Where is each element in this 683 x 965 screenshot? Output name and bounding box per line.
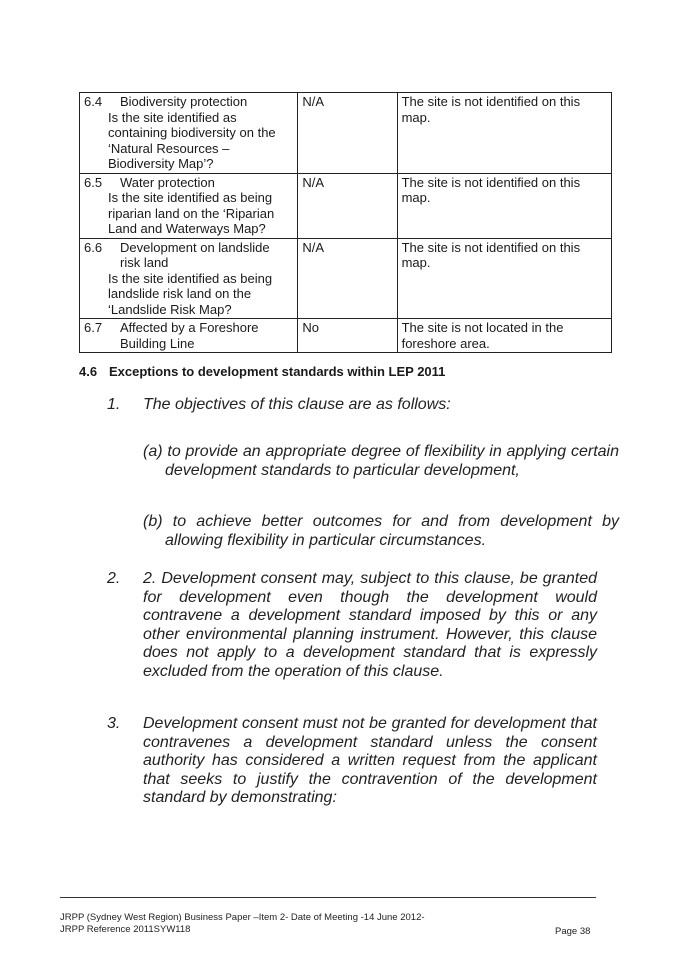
clause-number: 6.6 — [84, 239, 103, 255]
footer-meeting-line: JRPP (Sydney West Region) Business Paper –Item 2- Date of Meeting -14 June 2012- — [60, 912, 425, 923]
footer-reference: JRPP Reference 2011SYW118 — [60, 924, 191, 935]
clause-number: 6.5 — [84, 174, 103, 190]
compliance-value: No — [298, 319, 397, 353]
comment-cell: The site is not located in the foreshore area. — [397, 319, 611, 353]
clause-cell — [80, 173, 298, 238]
section-number: 4.6 — [79, 364, 98, 379]
paragraph-number: 3. — [107, 715, 121, 732]
page-number: Page 38 — [555, 926, 591, 937]
clause-number: 6.7 — [84, 320, 103, 335]
table-row — [80, 93, 612, 174]
section-heading — [79, 364, 445, 379]
paragraph-a: (a) to provide an appropriate degree of flexibility in applying certain development standards to particular development, — [143, 443, 619, 479]
compliance-value: N/A — [298, 238, 397, 319]
clause-cell — [80, 93, 298, 174]
compliance-table — [79, 92, 612, 353]
clause-title: Affected by a Foreshore Building Line — [120, 320, 259, 351]
clause-question: Is the site identified as being riparian land on the ‘Riparian Land and Waterways Map? — [108, 190, 275, 236]
comment-cell: The site is not identified on this map. — [397, 238, 611, 319]
paragraph-number: 1. — [107, 396, 121, 413]
compliance-value: N/A — [298, 93, 397, 174]
comment-cell: The site is not identified on this map. — [397, 173, 611, 238]
paragraph-number: 2. — [107, 570, 121, 587]
clause-title: Water protection — [120, 174, 215, 190]
clause-number: 6.4 — [84, 94, 103, 109]
paragraph-2: 2. Development consent may, subject to this clause, be granted for development even though the development would contravene a development standard imposed by this or any other environmental planning instrument. However, this clause does not apply to a development standard that is expressly excluded from the operation of this clause. — [143, 570, 597, 680]
clause-question: Is the site identified as containing biodiversity on the ‘Natural Resources – Biodiversity Map’? — [108, 109, 276, 171]
clause-title: Development on landslide risk land — [120, 239, 270, 270]
section-title: Exceptions to development standards within LEP 2011 — [109, 364, 446, 379]
paragraph-3: Development consent must not be granted for development that contravenes a development standard unless the consent authority has considered a written request from the applicant that seeks to justify the contravention of the development standard by demonstrating: — [143, 715, 597, 806]
clause-question: Is the site identified as being landslide risk land on the ‘Landslide Risk Map? — [108, 270, 273, 317]
clause-cell — [80, 238, 298, 319]
paragraph-1: The objectives of this clause are as follows: — [143, 396, 451, 413]
table-row — [80, 173, 612, 238]
clause-title: Biodiversity protection — [120, 94, 248, 109]
comment-cell: The site is not identified on this map. — [397, 93, 611, 174]
table-row — [80, 319, 612, 353]
paragraph-b: (b) to achieve better outcomes for and from development by allowing flexibility in particular circumstances. — [143, 513, 619, 549]
footer-divider — [60, 897, 596, 898]
table-row — [80, 238, 612, 319]
compliance-value: N/A — [298, 173, 397, 238]
clause-cell — [80, 319, 298, 353]
